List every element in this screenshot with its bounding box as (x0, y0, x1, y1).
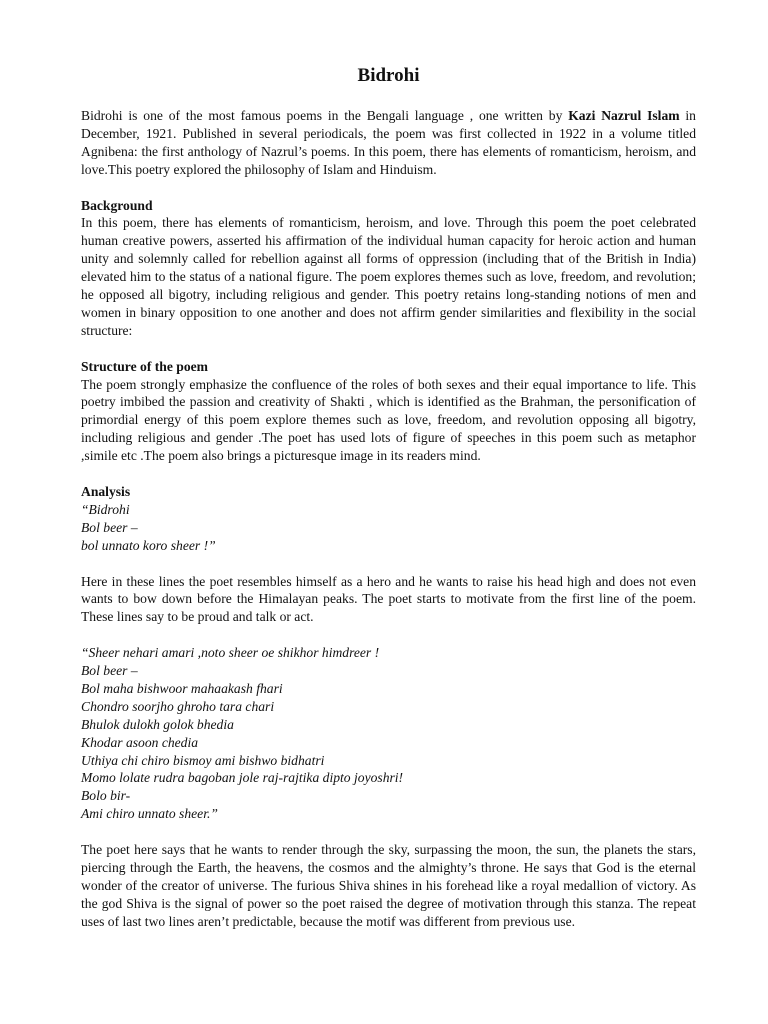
background-heading: Background (81, 197, 153, 213)
structure-heading: Structure of the poem (81, 358, 208, 374)
verse-line: Bol maha bishwoor mahaakash fhari (81, 680, 283, 696)
document-page (81, 64, 696, 931)
background-paragraph: In this poem, there has elements of romanticism, heroism, and love. Through this poem the poet celebrated human creative powers, asserted his affirmation of the individual human capacity for heroic action and human unity and solemnly called for rebellion against all forms of oppression (including that of the British in India) elevated him to the status of a national figure. The poem explores themes such as love, freedom, and revolution; he opposed all bigotry, including religious and gender. This poetry retains long-standing notions of men and women in binary opposition to one another and does not affirm gender similarities and flexibility in the social structure: (81, 215, 696, 338)
analysis-heading: Analysis (81, 483, 131, 499)
spacer (81, 823, 696, 841)
intro-paragraph (81, 107, 696, 179)
structure-paragraph: The poem strongly emphasize the confluence of the roles of both sexes and their equal importance to life. This poetry imbibed the passion and creativity of Shakti , which is identified as the Brahman, the personification of primordial energy of this poem explore themes such as love, freedom, and revolution opposing all bigotry, including religious and gender .The poet has used lots of figure of speeches in this poem such as metaphor ,simile etc .The poem also brings a picturesque image in its readers mind. (81, 376, 696, 464)
analysis-paragraph-1: Here in these lines the poet resembles himself as a hero and he wants to raise his head high and does not even wants to bow down before the Himalayan peaks. The poet starts to motivate from the first line of the poem. These lines say to be proud and talk or act. (81, 573, 696, 625)
verse-line: “Bidrohi (81, 501, 130, 517)
spacer (81, 340, 696, 358)
verse-line: Bol beer – (81, 663, 138, 679)
author-name: Kazi Nazrul Islam (568, 108, 680, 123)
verse-line: bol unnato koro sheer !” (81, 537, 216, 553)
verse-line: Khodar asoon chedia (81, 734, 199, 750)
verse-line: Momo lolate rudra bagoban jole raj-rajtika dipto joyoshri! (81, 770, 404, 786)
spacer (81, 179, 696, 197)
verse-line: Bhulok dulokh golok bhedia (81, 716, 234, 732)
verse-line: Bolo bir- (81, 788, 131, 804)
spacer (81, 555, 696, 573)
intro-text-after: in December, 1921. Published in several periodicals, the poem was first collected in 1922 in a volume titled Agnibena: the first anthology of Nazrul’s poems. In this poem, there has elements of romanticism, heroism, and love.This poetry explored the philosophy of Islam and Hinduism. (81, 108, 696, 177)
spacer (81, 465, 696, 483)
spacer (81, 626, 696, 644)
intro-text-before: Bidrohi is one of the most famous poems in the Bengali language , one written by (81, 108, 569, 123)
analysis-paragraph-2: The poet here says that he wants to render through the sky, surpassing the moon, the sun, the planets the stars, piercing through the Earth, the heavens, the cosmos and the almighty’s throne. He says that God is the eternal wonder of the creator of universe. The furious Shiva shines in his forehead like a royal medallion of victory. As the god Shiva is the signal of power so the poet raised the degree of motivation through this stanza. The repeat uses of last two lines aren’t predictable, because the motif was different from previous use. (81, 842, 696, 929)
verse-block-2 (81, 644, 696, 823)
verse-line: Ami chiro unnato sheer.” (81, 806, 218, 822)
document-title: Bidrohi (357, 65, 420, 86)
verse-line: Uthiya chi chiro bismoy ami bishwo bidhatri (81, 752, 325, 768)
verse-block-1 (81, 501, 696, 555)
verse-line: Bol beer – (81, 519, 138, 535)
verse-line: “Sheer nehari amari ,noto sheer oe shikhor himdreer ! (81, 645, 380, 661)
verse-line: Chondro soorjho ghroho tara chari (81, 698, 275, 714)
